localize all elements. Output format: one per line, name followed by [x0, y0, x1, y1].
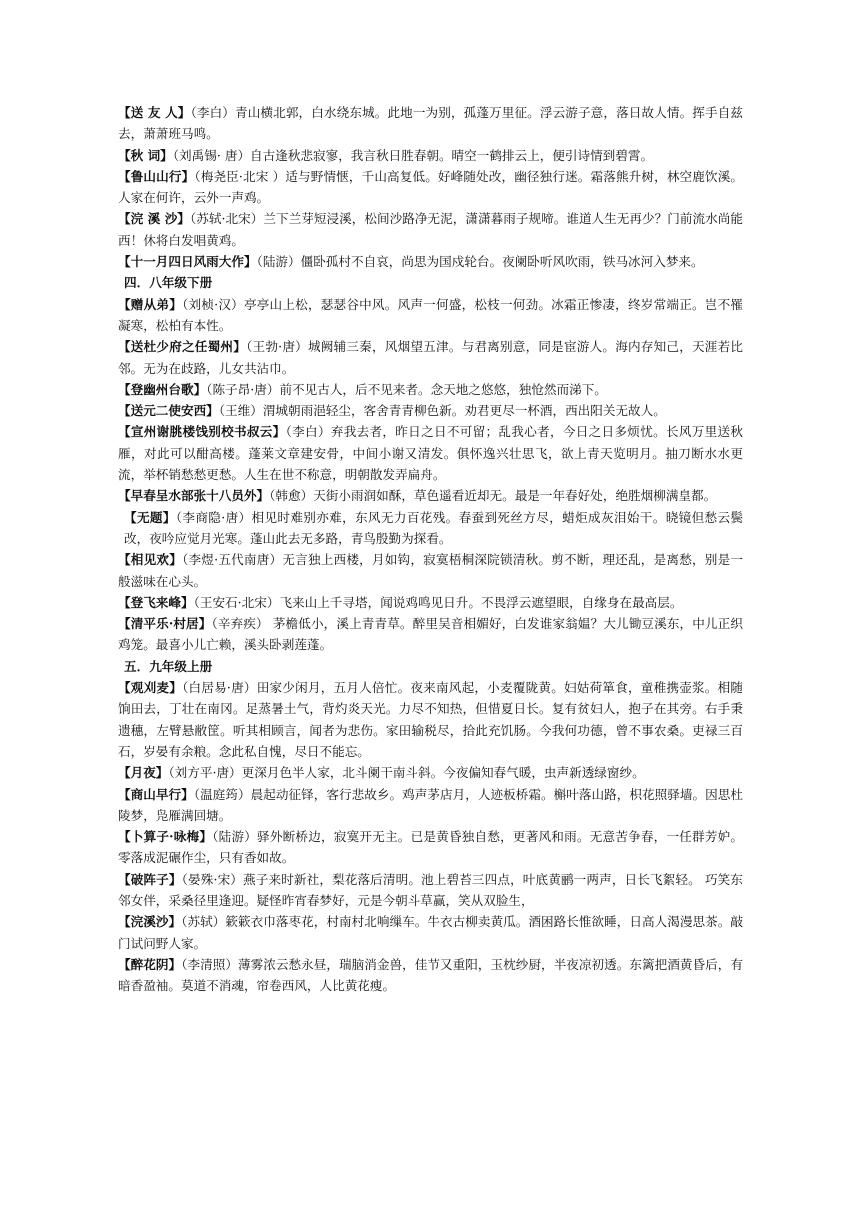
poem-text: 适与野情惬，千山高复低。好峰随处改，幽径独行迷。霜落熊升树，林空鹿饮溪。人家在何许，云外一声鸡。	[118, 168, 744, 206]
poem-title: 【清平乐·村居】	[118, 616, 212, 632]
poem-text: 相见时难别亦难，东风无力百花残。春蚕到死丝方尽，蜡炬成灰泪始干。晓镜但愁云鬓改，夜吟应觉月光寒。蓬山此去无多路，青鸟殷勤为探看。	[124, 509, 743, 546]
poem-title: 【鲁山山行】	[118, 168, 195, 184]
poem-text: 兰下兰芽短浸溪，松间沙路净无泥，潇潇暮雨子规啼。谁道人生无再少？门前流水尚能西！休将白发唱黄鸡。	[118, 211, 743, 248]
poem-text: 弃我去者，昨日之日不可留；乱我心者，今日之日多烦忧。长风万里送秋雁，对此可以酣高楼。蓬莱文章建安骨，中间小谢又清发。俱怀逸兴壮思飞，欲上青天览明月。抽刀断水水更流，举杯销愁愁更愁。人生在世不称意，明朝散发弄扁舟。	[118, 424, 744, 483]
poem-entry	[118, 592, 743, 613]
poem-text: 簌簌衣巾落枣花，村南村北响缫车。牛衣古柳卖黄瓜。酒困路长惟欲睡，日高人渴漫思茶。敲门试问野人家。	[118, 914, 744, 951]
poem-author: （王安石·北宋）	[193, 594, 280, 610]
poem-entry	[118, 677, 743, 762]
poem-title: 【醉花阴】	[118, 956, 182, 972]
poem-entry	[118, 954, 743, 997]
poem-entry	[118, 379, 743, 400]
poem-text: 天街小雨润如酥，草色遥看近却无。最是一年春好处，绝胜烟柳满皇都。	[313, 488, 717, 504]
poem-title: 【送 友 人】	[118, 105, 191, 120]
poem-title: 【宣州谢朓楼饯别校书叔云】	[118, 424, 286, 440]
poem-text: 晨起动征铎，客行悲故乡。鸡声茅店月，人迹板桥霜。槲叶落山路，枳花照驿墙。因思杜陵梦，凫雁满回塘。	[118, 786, 744, 823]
poem-author: （苏轼）	[181, 914, 226, 930]
section-heading: 五．九年级上册	[124, 658, 213, 674]
poem-entry	[118, 911, 743, 954]
poem-entry	[118, 294, 743, 337]
poem-entry	[118, 507, 743, 550]
poem-author: （梅尧臣·北宋 ）	[194, 168, 286, 184]
poem-title: 【赠从弟】	[118, 296, 183, 312]
poem-author: （陆游）	[256, 254, 301, 270]
poem-entry	[118, 613, 743, 656]
poem-entry	[118, 145, 743, 166]
poem-text: 僵卧孤村不自哀，尚思为国戍轮台。夜阑卧听风吹雨，铁马冰河入梦来。	[300, 254, 704, 270]
poem-author: （刘方平·唐）	[168, 765, 242, 781]
poem-author: （苏轼·北宋）	[189, 211, 264, 227]
poem-text: 更深月色半人家，北斗阑干南斗斜。今夜偏知春气暖，虫声新透绿窗纱。	[241, 765, 645, 781]
poem-text: 茅檐低小，溪上青青草。醉里吴音相媚好，白发谁家翁媪？大儿锄豆溪东，中儿正织鸡笼。最喜小儿亡赖，溪头卧剥莲蓬。	[118, 616, 743, 653]
poem-author: （李商隐·唐）	[175, 509, 252, 525]
poem-text: 燕子来时新社，梨花落后清明。池上碧苔三四点，叶底黄鹂一两声，日长飞絮轻。 巧笑东邻女伴，采桑径里逢迎。疑怪昨宵春梦好，元是今朝斗草赢，笑从双脸生，	[118, 871, 743, 908]
document-page	[118, 102, 743, 996]
poem-entry	[118, 485, 743, 506]
poem-text: 无言独上西楼，月如钩，寂寞梧桐深院锁清秋。剪不断，理还乱，是离愁，别是一般滋味在心头。	[118, 552, 743, 589]
poem-title: 【浣 溪 沙】	[118, 211, 190, 227]
poem-author: （李白）	[190, 105, 236, 120]
poem-author: （韩愈）	[269, 488, 314, 504]
poem-entry	[118, 102, 743, 145]
poem-title: 【送杜少府之任蜀州】	[118, 339, 247, 355]
poem-text: 前不见古人，后不见来者。念天地之悠悠，独怆然而涕下。	[279, 381, 607, 397]
poem-title: 【登飞来峰】	[118, 594, 194, 610]
poem-title: 【十一月四日风雨大作】	[118, 254, 257, 270]
poem-text: 渭城朝雨浥轻尘，客舍青青柳色新。劝君更尽一杯酒，西出阳关无故人。	[262, 403, 666, 419]
poem-text: 城阙辅三秦，风烟望五津。与君离别意，同是宦游人。海内存知己，天涯若比邻。无为在歧路，儿女共沾巾。	[118, 339, 744, 376]
poem-entry	[118, 336, 743, 379]
poem-title: 【破阵子】	[118, 871, 182, 887]
poem-author: （李煜·五代南唐）	[182, 552, 283, 568]
poem-author: （王勃·唐）	[246, 339, 308, 355]
poem-entry	[118, 784, 743, 827]
poem-title: 【观刈麦】	[118, 680, 183, 696]
poem-title: 【月夜】	[118, 765, 169, 781]
poem-entry	[118, 421, 743, 485]
poem-author: （陆游）	[212, 829, 258, 845]
poem-text: 青山横北郭，白水绕东城。此地一为别，孤蓬万里征。浮云游子意，落日故人情。挥手自兹去，萧萧班马鸣。	[118, 105, 743, 142]
poem-title: 【早春呈水部张十八员外】	[118, 488, 270, 504]
poem-entry	[118, 166, 743, 209]
poem-author: （陈子昂·唐）	[206, 381, 280, 397]
poem-title: 【无题】	[124, 509, 176, 525]
poem-text: 亭亭山上松，瑟瑟谷中风。风声一何盛，松枝一何劲。冰霜正惨凄，终岁常端正。岂不罹凝寒，松柏有本性。	[118, 296, 743, 333]
poem-title: 【浣溪沙】	[118, 914, 182, 930]
poem-title: 【商山早行】	[118, 786, 194, 802]
poem-title: 【秋 词】	[118, 147, 173, 163]
poem-title: 【送元二使安西】	[118, 403, 219, 419]
poem-author: （温庭筠）	[193, 786, 251, 802]
poem-text: 驿外断桥边，寂寞开无主。已是黄昏独自愁，更著风和雨。无意苦争春，一任群芳妒。零落成泥碾作尘，只有香如故。	[118, 829, 744, 866]
poem-author: （白居易·唐）	[182, 680, 257, 696]
poem-entry	[118, 400, 743, 421]
poem-entry	[118, 826, 743, 869]
poem-author: （李清照）	[181, 956, 238, 972]
poem-entry	[118, 251, 743, 272]
poem-author: （王维）	[218, 403, 263, 419]
poem-title: 【卜算子·咏梅】	[118, 829, 213, 845]
poem-text: 飞来山上千寻塔，闻说鸡鸣见日升。不畏浮云遮望眼，自缘身在最高层。	[279, 594, 683, 610]
poem-author: （晏殊·宋）	[181, 871, 244, 887]
poem-text: 田家少闲月，五月人倍忙。夜来南风起，小麦覆陇黄。妇姑荷箪食，童稚携壶浆。相随饷田去，丁壮在南冈。足蒸暑土气，背灼炎天光。力尽不知热，但惜夏日长。复有贫妇人，抱子在其旁。右手秉遗穗，左臂悬敝筐。听其相顾言，闻者为悲伤。家田输税尽，拾此充饥肠。今我何功德，曾不事农桑。吏禄三百石，岁晏有余粮。念此私自愧，尽日不能忘。	[118, 680, 744, 759]
poem-entry	[118, 762, 743, 783]
section-heading: 四．八年级下册	[124, 275, 213, 291]
poem-title: 【相见欢】	[118, 552, 183, 568]
poem-author: （辛弃疾）	[211, 616, 269, 632]
poem-entry	[118, 869, 743, 912]
poem-title: 【登幽州台歌】	[118, 381, 207, 397]
poem-author: （刘桢·汉）	[182, 296, 244, 312]
poem-text: 薄雾浓云愁永昼，瑞脑消金兽，佳节又重阳，玉枕纱厨，半夜凉初透。东篱把酒黄昏后，有暗香盈袖。莫道不消魂，帘卷西风，人比黄花瘦。	[118, 956, 744, 994]
poem-author: （李白）	[285, 424, 331, 440]
poem-text: 自古逢秋悲寂寥，我言秋日胜春朝。晴空一鹤排云上，便引诗情到碧霄。	[250, 147, 654, 163]
poem-entry	[118, 549, 743, 592]
poem-author: （刘禹锡· 唐）	[172, 147, 251, 163]
poem-entry	[118, 208, 743, 251]
